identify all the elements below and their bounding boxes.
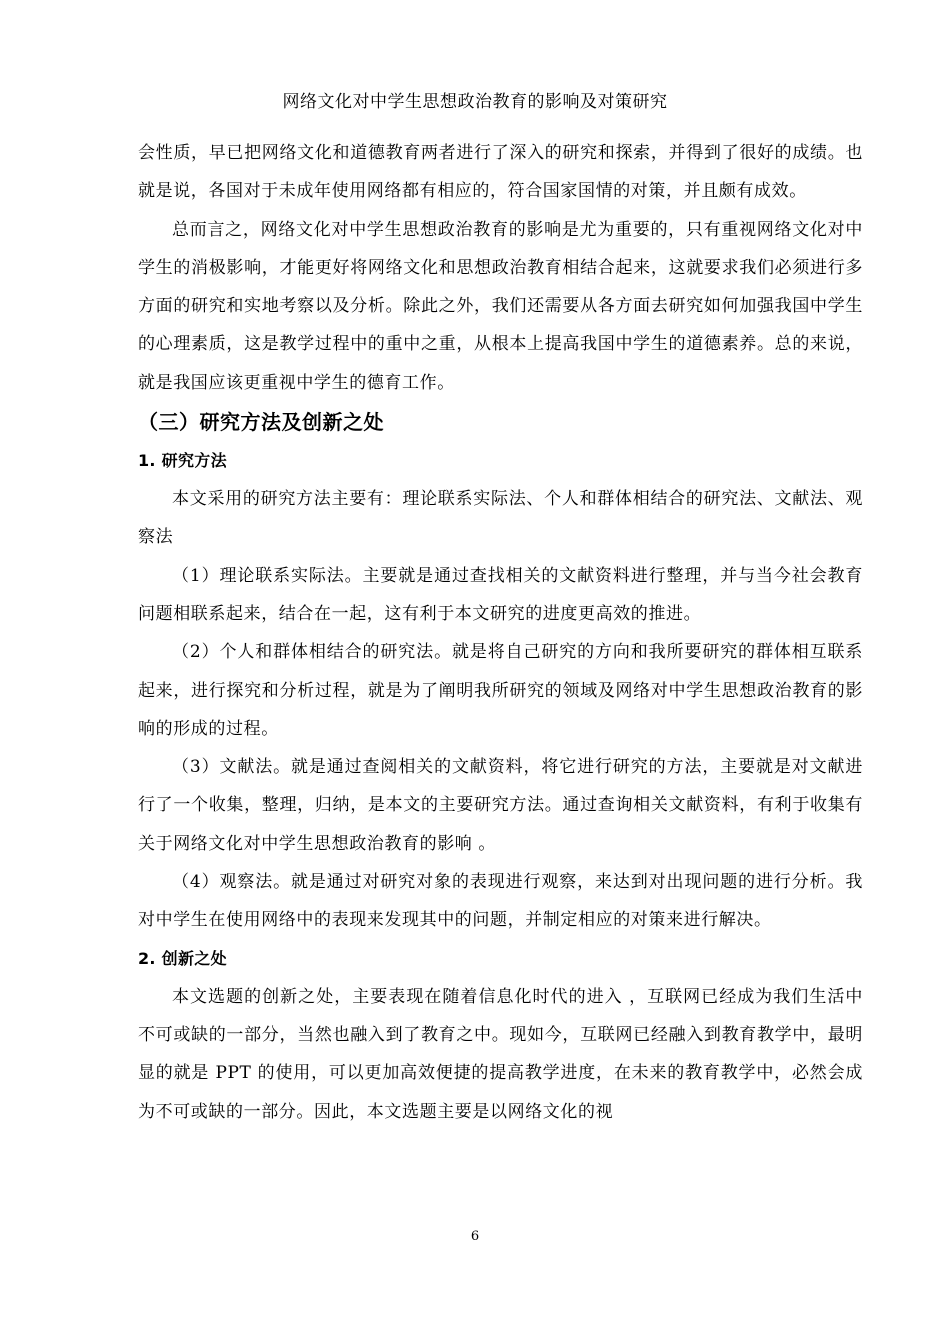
paragraph-summary: 总而言之，网络文化对中学生思想政治教育的影响是尤为重要的，只有重视网络文化对中学生的消极影响，才能更好将网络文化和思想政治教育相结合起来，这就要求我们必须进行多方面的研究和实地考察以及分析。除此之外，我们还需要从各方面去研究如何加强我国中学生的心理素质，这是教学过程中的重中之重，从根本上提高我国中学生的道德素养。总的来说，就是我国应该更重视中学生的德育工作。	[138, 219, 863, 393]
paragraph-innovation: 本文选题的创新之处，主要表现在随着信息化时代的进入 ，互联网已经成为我们生活中不可或缺的一部分，当然也融入到了教育之中。现如今，互联网已经融入到教育教学中，最明显的就是 PPT 的使用，可以更加高效便捷的提高教学进度，在未来的教育教学中，必然会成为不可或缺的一部分。因此，本文选题主要是以网络文化的视	[138, 986, 863, 1122]
subsection-heading-innovation: 2. 创新之处	[138, 948, 227, 968]
paragraph-method-1: （1）理论联系实际法。主要就是通过查找相关的文献资料进行整理，并与当今社会教育问题相联系起来，结合在一起，这有利于本文研究的进度更高效的推进。	[138, 565, 863, 624]
paragraph-method-3: （3）文献法。就是通过查阅相关的文献资料，将它进行研究的方法，主要就是对文献进行了一个收集，整理，归纳，是本文的主要研究方法。通过查询相关文献资料，有利于收集有关于网络文化对中学生思想政治教育的影响 。	[138, 757, 863, 854]
paragraph-methods-intro: 本文采用的研究方法主要有：理论联系实际法、个人和群体相结合的研究法、文献法、观察法	[138, 489, 863, 548]
running-header-title: 网络文化对中学生思想政治教育的影响及对策研究	[282, 92, 668, 112]
paragraph-method-2: （2）个人和群体相结合的研究法。就是将自己研究的方向和我所要研究的群体相互联系起来，进行探究和分析过程，就是为了阐明我所研究的领域及网络对中学生思想政治教育的影响的形成的过程。	[138, 642, 863, 739]
subsection-heading-methods: 1. 研究方法	[138, 451, 227, 471]
page-number	[0, 1227, 950, 1247]
section-heading: （三）研究方法及创新之处	[138, 410, 384, 435]
document-body	[138, 134, 863, 1131]
paragraph-continuation: 会性质，早已把网络文化和道德教育两者进行了深入的研究和探索，并得到了很好的成绩。也就是说，各国对于未成年使用网络都有相应的，符合国家国情的对策，并且颇有成效。	[138, 143, 863, 202]
page-number-value: 6	[470, 1229, 480, 1244]
running-header	[0, 89, 950, 115]
paragraph-method-4: （4）观察法。就是通过对研究对象的表现进行观察，来达到对出现问题的进行分析。我对中学生在使用网络中的表现来发现其中的问题，并制定相应的对策来进行解决。	[138, 872, 863, 931]
